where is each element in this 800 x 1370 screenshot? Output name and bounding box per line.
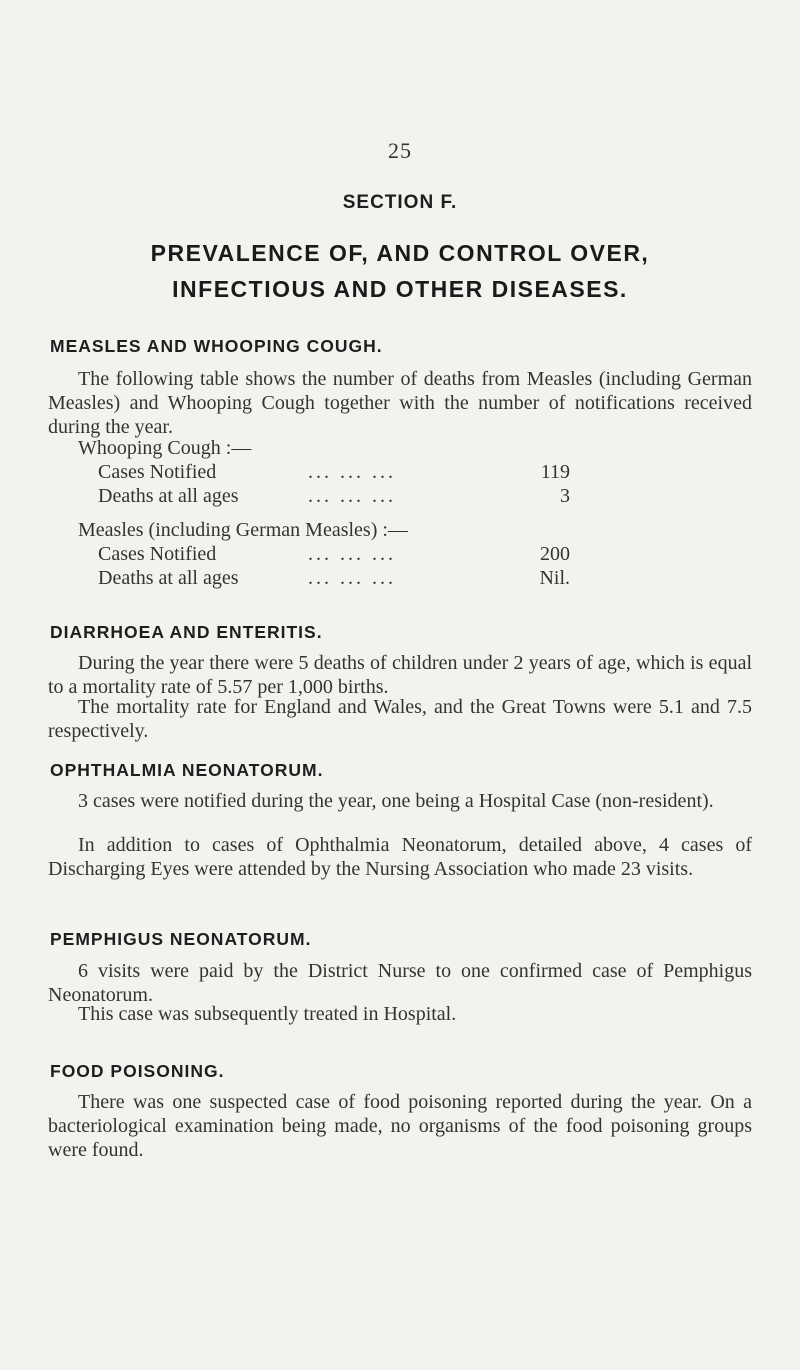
measles-german-heading: Measles (including German Measles) :— (78, 519, 408, 541)
row-label: Cases Notified (98, 543, 217, 565)
whooping-cough-cases-row (98, 461, 578, 485)
paragraph-text: The mortality rate for England and Wales, and the Great Towns were 5.1 and 7.5 respectively. (48, 696, 752, 742)
paragraph-text: This case was subsequently treated in Hospital. (78, 1003, 457, 1025)
measles-cases-row (98, 543, 578, 567)
food-poisoning-heading: FOOD POISONING. (50, 1061, 225, 1081)
pemphigus-paragraph-1 (48, 959, 752, 1007)
main-title-line-1: PREVALENCE OF, AND CONTROL OVER, (150, 240, 650, 266)
food-poisoning-paragraph-1 (48, 1090, 752, 1162)
whooping-cough-deaths-row (98, 485, 578, 509)
pemphigus-heading: PEMPHIGUS NEONATORUM. (50, 929, 312, 949)
measles-heading: MEASLES AND WHOOPING COUGH. (50, 336, 383, 356)
paragraph-text: In addition to cases of Ophthalmia Neonatorum, detailed above, 4 cases of Discharging Eyes were attended by the Nursing Association who made 23 visits. (48, 834, 752, 880)
measles-intro (48, 367, 752, 439)
diarrhoea-paragraph-2 (48, 695, 752, 743)
row-dots: ... ... ... (308, 543, 396, 565)
row-label: Deaths at all ages (98, 567, 239, 589)
diarrhoea-paragraph-1 (48, 651, 752, 699)
main-title-line-2: INFECTIOUS AND OTHER DISEASES. (172, 276, 628, 302)
diarrhoea-heading: DIARRHOEA AND ENTERITIS. (50, 622, 323, 642)
row-value: 3 (560, 485, 570, 507)
row-dots: ... ... ... (308, 485, 396, 507)
paragraph-text: During the year there were 5 deaths of children under 2 years of age, which is equal to a mortality rate of 5.57 per 1,000 births. (48, 652, 752, 698)
paragraph-text: 3 cases were notified during the year, one being a Hospital Case (non-resident). (78, 790, 714, 812)
row-value: 119 (540, 461, 570, 483)
row-value: Nil. (539, 567, 570, 589)
section-title: SECTION F. (342, 192, 458, 213)
row-dots: ... ... ... (308, 461, 396, 483)
row-label: Cases Notified (98, 461, 217, 483)
paragraph-text: 6 visits were paid by the District Nurse to one confirmed case of Pemphigus Neonatorum. (48, 960, 752, 1006)
measles-deaths-row (98, 567, 578, 591)
measles-intro-text: The following table shows the number of deaths from Measles (including German Measles) and Whooping Cough together with the number of notifications received during the year. (48, 368, 752, 438)
row-dots: ... ... ... (308, 567, 396, 589)
row-label: Deaths at all ages (98, 485, 239, 507)
whooping-cough-heading: Whooping Cough :— (78, 437, 252, 459)
ophthalmia-heading: OPHTHALMIA NEONATORUM. (50, 760, 324, 780)
pemphigus-paragraph-2 (48, 1002, 752, 1026)
ophthalmia-paragraph-1 (48, 789, 752, 813)
ophthalmia-paragraph-2 (48, 833, 752, 881)
row-value: 200 (540, 543, 570, 565)
page-number: 25 (388, 138, 412, 163)
paragraph-text: There was one suspected case of food poisoning reported during the year. On a bacteriological examination being made, no organisms of the food poisoning groups were found. (48, 1091, 752, 1161)
